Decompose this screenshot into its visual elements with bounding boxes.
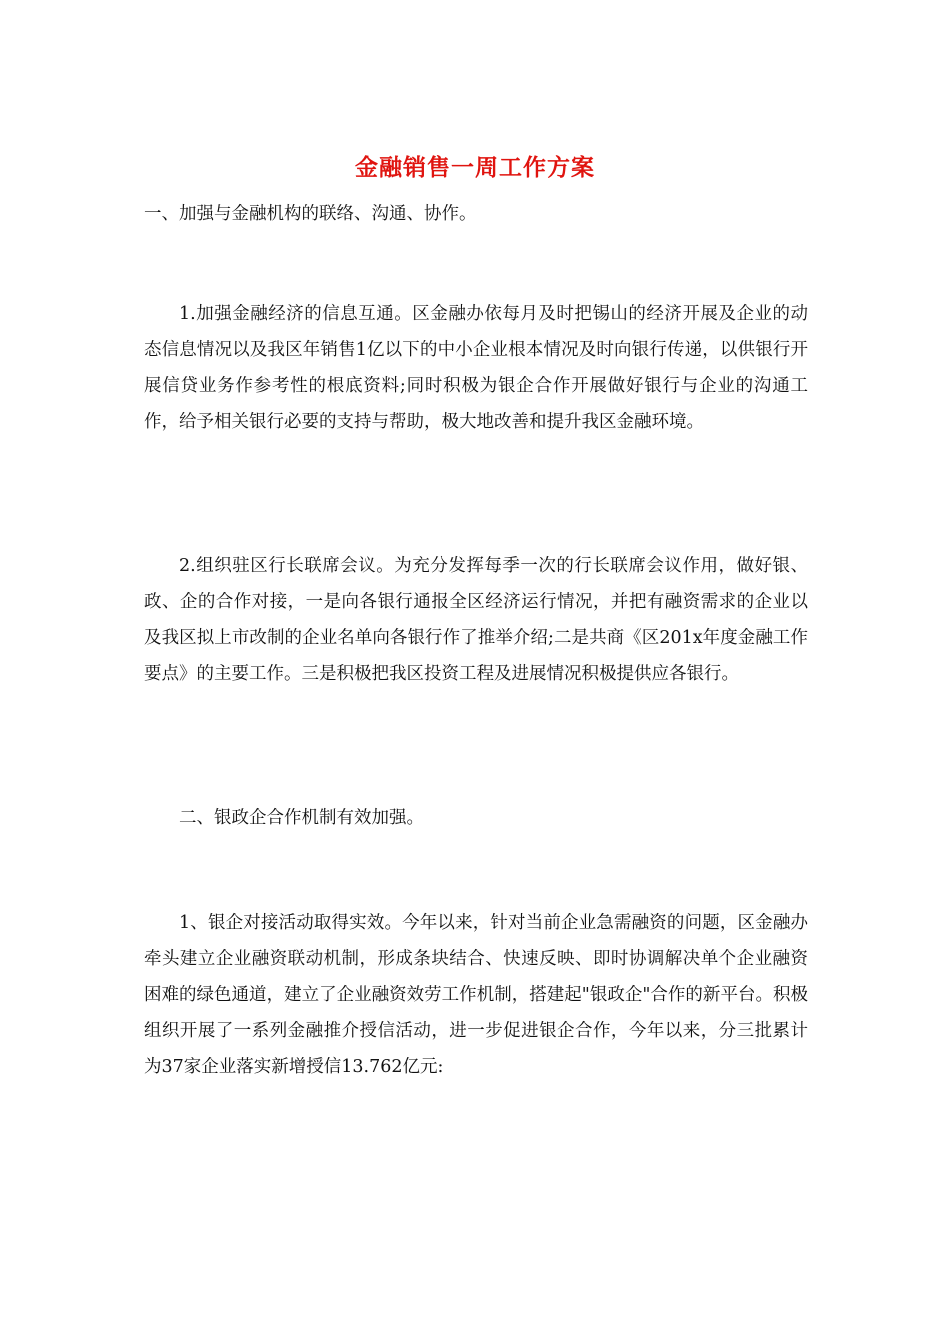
section-heading-2: 二、银政企合作机制有效加强。 xyxy=(179,808,424,828)
paragraph-2: 2.组织驻区行长联席会议。为充分发挥每季一次的行长联席会议作用，做好银、政、企的合作对接，一是向各银行通报全区经济运行情况，并把有融资需求的企业以及我区拟上市改制的企业名单向各银行作了推举介绍;二是共商《区201x年度金融工作要点》的主要工作。三是积极把我区投资工程及进展情况积极提供应各银行。 xyxy=(144,556,808,684)
paragraph-3: 1、银企对接活动取得实效。今年以来，针对当前企业急需融资的问题，区金融办牵头建立企业融资联动机制，形成条块结合、快速反映、即时协调解决单个企业融资困难的绿色通道，建立了企业融资效劳工作机制，搭建起"银政企"合作的新平台。积极组织开展了一系列金融推介授信活动，进一步促进银企合作，今年以来，分三批累计为37家企业落实新增授信13.762亿元: xyxy=(144,913,808,1077)
document-title: 金融销售一周工作方案 xyxy=(355,154,595,181)
section-heading-1: 一、加强与金融机构的联络、沟通、协作。 xyxy=(144,204,477,224)
paragraph-1: 1.加强金融经济的信息互通。区金融办依每月及时把锡山的经济开展及企业的动态信息情况以及我区年销售1亿以下的中小企业根本情况及时向银行传递，以供银行开展信贷业务作参考性的根底资料;同时积极为银企合作开展做好银行与企业的沟通工作，给予相关银行必要的支持与帮助，极大地改善和提升我区金融环境。 xyxy=(144,304,808,432)
